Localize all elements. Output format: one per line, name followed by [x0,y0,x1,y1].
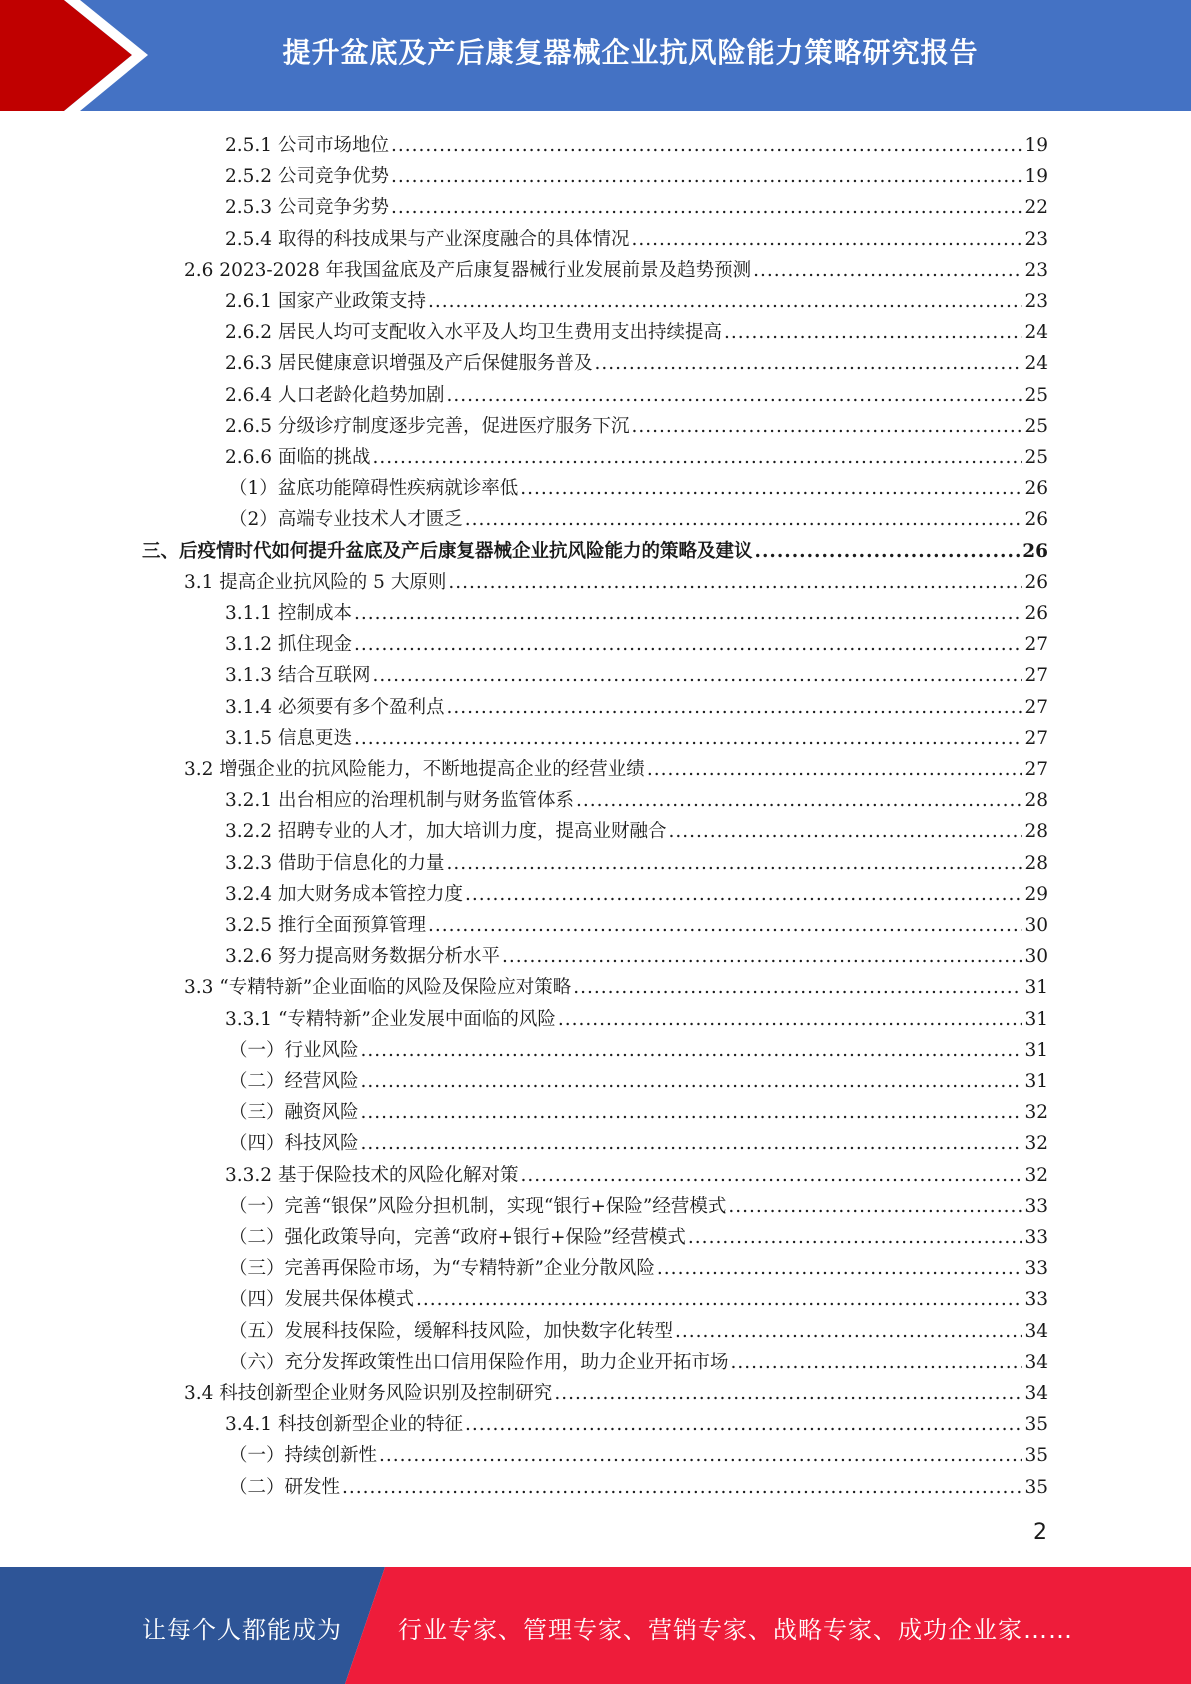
toc-entry-page-number: 32 [1024,1133,1048,1155]
toc-entry[interactable] [225,1001,1048,1032]
toc-dot-leader [342,1476,1022,1500]
toc-entry-title: 三、后疫情时代如何提升盆底及产后康复器械企业抗风险能力的策略及建议 [142,540,753,562]
toc-entry-page-number: 28 [1024,790,1048,812]
toc-entry-title: （一）行业风险 [229,1039,359,1061]
toc-entry[interactable] [225,221,1048,252]
toc-entry[interactable] [229,470,1048,501]
toc-dot-leader [631,415,1022,439]
toc-entry-title: 2.6.5 分级诊疗制度逐步完善，促进医疗服务下沉 [225,415,630,437]
toc-entry-title: 3.1.2 抓住现金 [225,634,352,656]
toc-dot-leader [647,758,1023,782]
toc-entry-page-number: 32 [1024,1164,1048,1186]
toc-entry-page-number: 30 [1024,946,1048,968]
toc-entry-page-number: 26 [1024,571,1048,593]
toc-entry[interactable] [225,127,1048,158]
toc-entry-page-number: 34 [1024,1320,1048,1342]
toc-entry-page-number: 27 [1024,696,1048,718]
toc-entry[interactable] [229,1125,1048,1156]
toc-entry-title: （1）盆底功能障碍性疾病就诊率低 [229,478,519,500]
toc-dot-leader [465,883,1022,907]
toc-entry-title: 3.1.4 必须要有多个盈利点 [225,696,445,718]
toc-entry[interactable] [225,283,1048,314]
toc-dot-leader [594,352,1022,376]
toc-dot-leader [502,945,1022,969]
toc-dot-leader [465,1413,1022,1437]
toc-entry-page-number: 22 [1024,197,1048,219]
toc-entry[interactable] [229,1063,1048,1094]
toc-entry-title: 3.2.5 推行全面预算管理 [225,915,426,936]
toc-dot-leader [354,602,1023,626]
toc-entry[interactable] [225,907,1048,938]
toc-entry-title: （二）研发性 [229,1476,341,1498]
toc-entry-title: 2.5.4 取得的科技成果与产业深度融合的具体情况 [225,228,630,250]
toc-entry-page-number: 26 [1024,509,1048,531]
toc-dot-leader [361,1070,1023,1094]
toc-dot-leader [465,508,1023,532]
toc-dot-leader [631,228,1022,252]
toc-entry-page-number: 31 [1024,977,1048,999]
toc-entry-title: 3.2.1 出台相应的治理机制与财务监管体系 [225,790,574,812]
toc-dot-leader [724,321,1022,345]
toc-entry-title: 2.6.1 国家产业政策支持 [225,291,426,312]
toc-entry[interactable] [229,1032,1048,1063]
toc-entry-title: 3.1 提高企业抗风险的 5 大原则 [184,571,447,593]
toc-entry-page-number: 33 [1024,1195,1048,1217]
toc-entry-title: （一）持续创新性 [229,1445,378,1467]
report-title: 提升盆底及产后康复器械企业抗风险能力策略研究报告 [282,36,979,69]
toc-entry-title: 3.2.6 努力提高财务数据分析水平 [225,946,500,968]
toc-entry-page-number: 33 [1024,1258,1048,1280]
toc-entry[interactable] [225,689,1048,720]
toc-dot-leader [372,446,1022,470]
toc-entry[interactable] [225,782,1048,813]
toc-entry-page-number: 27 [1024,665,1048,687]
toc-entry-title: （2）高端专业技术人才匮乏 [229,509,463,531]
toc-entry-title: 3.2.3 借助于信息化的力量 [225,852,445,874]
toc-entry[interactable] [225,938,1048,969]
toc-dot-leader [554,1382,1022,1406]
toc-entry-title: （三）融资风险 [229,1102,359,1124]
toc-entry[interactable] [184,1375,1048,1406]
toc-entry-title: （四）发展共保体模式 [229,1289,415,1311]
toc-entry-page-number: 28 [1024,852,1048,874]
toc-entry-title: （五）发展科技保险，缓解科技风险，加快数字化转型 [229,1320,674,1342]
toc-entry-page-number: 24 [1024,353,1048,375]
toc-entry-page-number: 31 [1024,1071,1048,1092]
toc-entry-title: 2.6.6 面临的挑战 [225,447,371,468]
toc-entry-title: 2.5.3 公司竞争劣势 [225,197,389,219]
toc-dot-leader [731,1351,1023,1375]
toc-entry-title: 2.5.2 公司竞争优势 [225,166,389,188]
toc-entry-title: 2.6 2023-2028 年我国盆底及产后康复器械行业发展前景及趋势预测 [184,259,752,281]
toc-entry[interactable] [225,345,1048,376]
toc-entry[interactable] [225,189,1048,220]
toc-entry-title: 3.2 增强企业的抗风险能力，不断地提高企业的经营业绩 [184,759,645,780]
toc-entry[interactable] [142,533,1048,564]
toc-entry[interactable] [184,969,1048,1000]
toc-entry-page-number: 28 [1024,821,1048,843]
toc-dot-leader [428,914,1022,938]
toc-entry-page-number: 35 [1024,1476,1048,1498]
toc-dot-leader [361,1132,1023,1156]
toc-dot-leader [573,976,1022,1000]
toc-entry-page-number: 25 [1024,447,1048,468]
toc-entry-page-number: 35 [1024,1445,1048,1467]
toc-entry-title: （二）强化政策导向，完善“政府+银行+保险”经营模式 [229,1227,686,1248]
toc-dot-leader [728,1195,1022,1219]
toc-dot-leader [688,1226,1023,1250]
toc-entry[interactable] [225,1157,1048,1188]
toc-entry[interactable] [225,314,1048,345]
toc-entry[interactable] [229,1094,1048,1125]
toc-entry-page-number: 27 [1024,634,1048,656]
page-header [0,0,1191,111]
toc-dot-leader [361,1039,1023,1063]
toc-entry-page-number: 35 [1024,1414,1048,1436]
toc-entry[interactable] [225,657,1048,688]
toc-dot-leader [446,384,1022,408]
footer-slogan-right: 行业专家、管理专家、营销专家、战略专家、成功企业家…… [398,1616,1073,1644]
toc-entry-title: 2.6.2 居民人均可支配收入水平及人均卫生费用支出持续提高 [225,322,722,344]
toc-entry[interactable] [225,408,1048,439]
toc-entry-page-number: 23 [1024,259,1048,281]
toc-entry-title: 3.2.2 招聘专业的人才，加大培训力度，提高业财融合 [225,821,667,843]
toc-entry-title: 3.4 科技创新型企业财务风险识别及控制研究 [184,1383,553,1404]
toc-dot-leader [428,290,1022,314]
toc-entry-page-number: 31 [1024,1039,1048,1061]
toc-dot-leader [416,1288,1022,1312]
toc-dot-leader [520,477,1022,501]
page-footer [0,1567,1191,1684]
toc-entry-page-number: 23 [1024,291,1048,312]
toc-entry-page-number: 34 [1024,1351,1048,1373]
toc-entry[interactable] [229,1469,1048,1500]
toc-entry[interactable] [225,720,1048,751]
toc-entry-title: 2.6.4 人口老龄化趋势加剧 [225,384,445,406]
toc-entry-page-number: 19 [1024,135,1048,156]
toc-dot-leader [448,571,1022,595]
toc-entry-page-number: 24 [1024,322,1048,344]
toc-entry[interactable] [229,1281,1048,1312]
toc-entry-page-number: 25 [1024,384,1048,406]
toc-entry-title: 2.6.3 居民健康意识增强及产后保健服务普及 [225,353,593,375]
toc-entry-title: 3.3.2 基于保险技术的风险化解对策 [225,1164,519,1186]
toc-entry[interactable] [225,439,1048,470]
toc-entry[interactable] [225,876,1048,907]
toc-dot-leader [446,696,1022,720]
toc-entry-title: （一）完善“银保”风险分担机制，实现“银行+保险”经营模式 [229,1195,727,1217]
toc-entry[interactable] [229,1313,1048,1344]
toc-dot-leader [755,540,1021,564]
toc-entry[interactable] [229,1219,1048,1250]
toc-dot-leader [558,1008,1023,1032]
toc-entry-page-number: 26 [1022,540,1048,562]
page-number: 2 [1033,1520,1047,1545]
footer-slogan-left: 让每个人都能成为 [142,1616,342,1644]
toc-dot-leader [354,633,1023,657]
toc-entry[interactable] [229,1250,1048,1281]
toc-dot-leader [668,820,1022,844]
toc-entry-title: （四）科技风险 [229,1133,359,1155]
toc-entry[interactable] [225,626,1048,657]
toc-dot-leader [379,1444,1022,1468]
toc-dot-leader [753,259,1022,283]
toc-entry[interactable] [229,1437,1048,1468]
toc-entry-title: 3.4.1 科技创新型企业的特征 [225,1414,463,1436]
toc-dot-leader [361,1101,1023,1125]
toc-entry-page-number: 25 [1024,415,1048,437]
toc-entry[interactable] [229,1344,1048,1375]
toc-entry[interactable] [225,845,1048,876]
toc-entry-title: （二）经营风险 [229,1071,359,1092]
toc-entry[interactable] [184,252,1048,283]
toc-entry-title: （三）完善再保险市场，为“专精特新”企业分散风险 [229,1258,655,1280]
toc-entry[interactable] [229,501,1048,532]
toc-entry[interactable] [184,751,1048,782]
toc-entry-title: 3.2.4 加大财务成本管控力度 [225,883,463,905]
toc-entry-title: 3.1.5 信息更迭 [225,727,352,749]
toc-dot-leader [520,1164,1022,1188]
toc-dot-leader [446,852,1022,876]
toc-entry[interactable] [225,377,1048,408]
toc-entry-page-number: 23 [1024,228,1048,250]
toc-entry-title: 3.3.1 “专精特新”企业发展中面临的风险 [225,1008,556,1030]
toc-dot-leader [391,196,1022,220]
toc-entry-title: 3.3 “专精特新”企业面临的风险及保险应对策略 [184,977,572,999]
toc-entry-title: 3.1.1 控制成本 [225,603,352,624]
toc-entry-page-number: 27 [1024,727,1048,749]
toc-entry-title: 3.1.3 结合互联网 [225,665,371,687]
toc-entry[interactable] [229,1188,1048,1219]
toc-entry-page-number: 29 [1024,883,1048,905]
toc-dot-leader [657,1257,1023,1281]
toc-entry-page-number: 30 [1024,915,1048,936]
toc-dot-leader [391,134,1022,158]
toc-entry[interactable] [184,564,1048,595]
toc-dot-leader [372,664,1022,688]
toc-entry[interactable] [225,1406,1048,1437]
toc-dot-leader [576,789,1022,813]
toc-dot-leader [391,165,1022,189]
toc-entry-page-number: 34 [1024,1383,1048,1404]
toc-entry-page-number: 26 [1024,478,1048,500]
toc-entry-page-number: 27 [1024,759,1048,780]
toc-entry-page-number: 33 [1024,1289,1048,1311]
toc-entry-page-number: 32 [1024,1102,1048,1124]
toc-entry-page-number: 31 [1024,1008,1048,1030]
toc-entry-title: 2.5.1 公司市场地位 [225,135,389,156]
toc-entry-page-number: 19 [1024,166,1048,188]
toc-entry-page-number: 33 [1024,1227,1048,1248]
toc-dot-leader [354,727,1023,751]
toc-entry[interactable] [225,595,1048,626]
toc-entry-title: （六）充分发挥政策性出口信用保险作用，助力企业开拓市场 [229,1351,729,1373]
toc-entry-page-number: 26 [1024,603,1048,624]
toc-entry[interactable] [225,813,1048,844]
toc-dot-leader [675,1320,1022,1344]
toc-entry[interactable] [225,158,1048,189]
